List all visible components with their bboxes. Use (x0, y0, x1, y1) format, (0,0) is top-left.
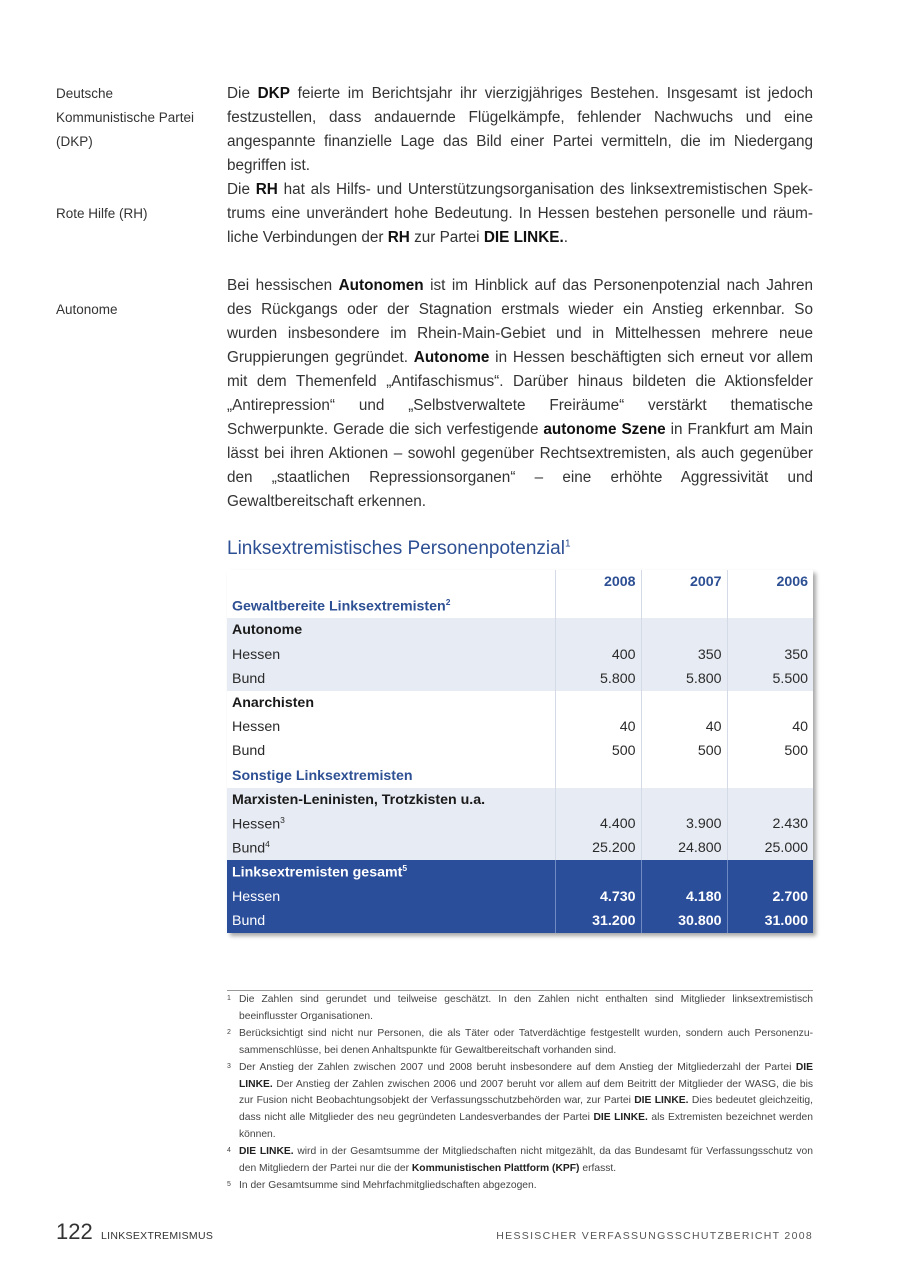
footnote: 3 Der Anstieg der Zahlen zwischen 2007 und 2008 beruht insbesondere auf dem Anstieg der Mitgliederzahl der Partei DIE LINKE. Der Anstieg der Zahlen zwischen 2006 und 2007 beruht vor allem auf dem Beitritt der Mitglieder der WASG, die bis zur Fusion nicht Beobachtungsobjekt der Verfassungsschutzbehörden war, zur Partei DIE LINKE. Dies bedeutet gleichzeitig, dass nicht alle Mitglieder des neu gegründeten Landesverbandes der Partei DIE LINKE. als Extremisten bezeichnet werden können. (227, 1061, 813, 1141)
section-label: Gewaltbereite Linksextremisten$^2$ (232, 597, 451, 616)
table-row-total: Bund 31.200 30.800 31.000 (227, 909, 813, 933)
section-name: LINKSEXTREMISMUS (101, 1230, 214, 1242)
table-row: Bund 5.800 5.800 5.500 (227, 667, 813, 691)
table-row (227, 618, 813, 642)
table-row: Bund 500 500 500 (227, 739, 813, 763)
table-row: Bund$^4$ 25.200 24.800 25.000 (227, 836, 813, 860)
table-header-row (227, 570, 813, 594)
table-row-total: Linksextremisten gesamt$^5$ (227, 860, 813, 884)
bold-dkp: DKP (257, 85, 290, 102)
table-row (227, 788, 813, 812)
section-label: Sonstige Linksextremisten (232, 767, 413, 784)
margin-note-dkp (56, 82, 221, 154)
page-number: 122 (56, 1219, 93, 1244)
year-header: 2006 (727, 570, 813, 594)
group-label: Marxisten-Leninisten, Trotzkisten u.a. (227, 788, 555, 812)
margin-note-dkp-line2: Kommunistische Partei (DKP) (56, 110, 195, 149)
group-label: Anarchisten (232, 695, 314, 712)
table-row (227, 764, 813, 788)
group-label: Autonome (227, 618, 555, 642)
margin-note-dkp-line1: Deutsche (56, 86, 114, 101)
footnote-divider (227, 990, 813, 991)
footnotes (227, 992, 813, 1195)
paragraph-rh: Die RH hat als Hilfs- und Unterstützungsorganisation des linksextremistischen Spektrums eine unverändert hohe Bedeutung. In Hessen bestehen personelle und räumliche Verbindungen der RH zur Partei DIE LINKE.. (227, 181, 813, 246)
report-name: HESSISCHER VERFASSUNGSSCHUTZBERICHT 2008 (496, 1230, 813, 1242)
footnote: 5 In der Gesamtsumme sind Mehrfachmitgliedschaften abgezogen. (227, 1179, 537, 1191)
footnote: 1 Die Zahlen sind gerundet und teilweise geschätzt. In den Zahlen nicht enthalten sind Mitglieder linksextremistisch beeinflusster Organisationen. (227, 994, 813, 1022)
year-header: 2008 (555, 570, 641, 594)
table-title: Linksextremistisches Personenpotenzial$^1$ (227, 538, 571, 559)
table-row: Hessen 40 40 40 (227, 715, 813, 739)
table-row: Hessen 400 350 350 (227, 643, 813, 667)
table-row (227, 594, 813, 618)
footnote: 2 Berücksichtigt sind nicht nur Personen, die als Täter oder Tatverdächtige festgestellt wurden, sondern auch Personenzusammenschlüsse, bei denen Anhaltspunkte für Gewaltbereitschaft vorhanden sind. (227, 1027, 813, 1056)
paragraph-autonome: Bei hessischen Autonomen ist im Hinblick auf das Personenpotenzial nach Jahren des Rückgangs oder der Stagnation erstmals wieder ein Anstieg erkennbar. So wurden insbesondere im Rhein-Main-Gebiet und in Mittelhessen mehrere neue Gruppierungen gegründet. Autonome in Hessen beschäftigten sich erneut vor allem mit dem Themenfeld „Antifaschismus“. Darüber hinaus bildeten die Aktionsfelder „Antirepression“ und „Selbstverwaltete Freiräume“ verstärkt thematische Schwerpunkte. Gerade die sich verfestigende autonome Szene in Frankfurt am Main lässt bei ihren Aktionen – sowohl gegenüber Rechtsextremisten, als auch gegenüber den „staatlichen Repressionsorganen“ – eine erhöhte Aggressivität und Gewaltbereitschaft erkennen. (227, 277, 814, 510)
table-row (227, 691, 813, 715)
footnote: 4 DIE LINKE. wird in der Gesamtsumme der Mitgliedschaften nicht mitgezählt, da das Bundesamt für Verfassungsschutz von den Mitgliedern der Partei nur die der Kommunistischen Plattform (KPF) erfasst. (227, 1146, 813, 1175)
table-row-total: Hessen 4.730 4.180 2.700 (227, 884, 813, 908)
paragraph-dkp: Die DKP feierte im Berichtsjahr ihr vierzigjähriges Bestehen. Insgesamt ist jedoch festzustellen, dass andauernde Flügelkämpfe, fehlender Nachwuchs und eine angespannte finanzielle Lage das Bild einer Partei vermitteln, die im Niedergang begriffen ist. (227, 85, 813, 174)
personenpotenzial-table (227, 570, 813, 933)
year-header: 2007 (641, 570, 727, 594)
table-row: Hessen$^3$ 4.400 3.900 2.430 (227, 812, 813, 836)
margin-note-rh: Rote Hilfe (RH) (56, 206, 148, 221)
margin-note-autonome: Autonome (56, 302, 118, 317)
